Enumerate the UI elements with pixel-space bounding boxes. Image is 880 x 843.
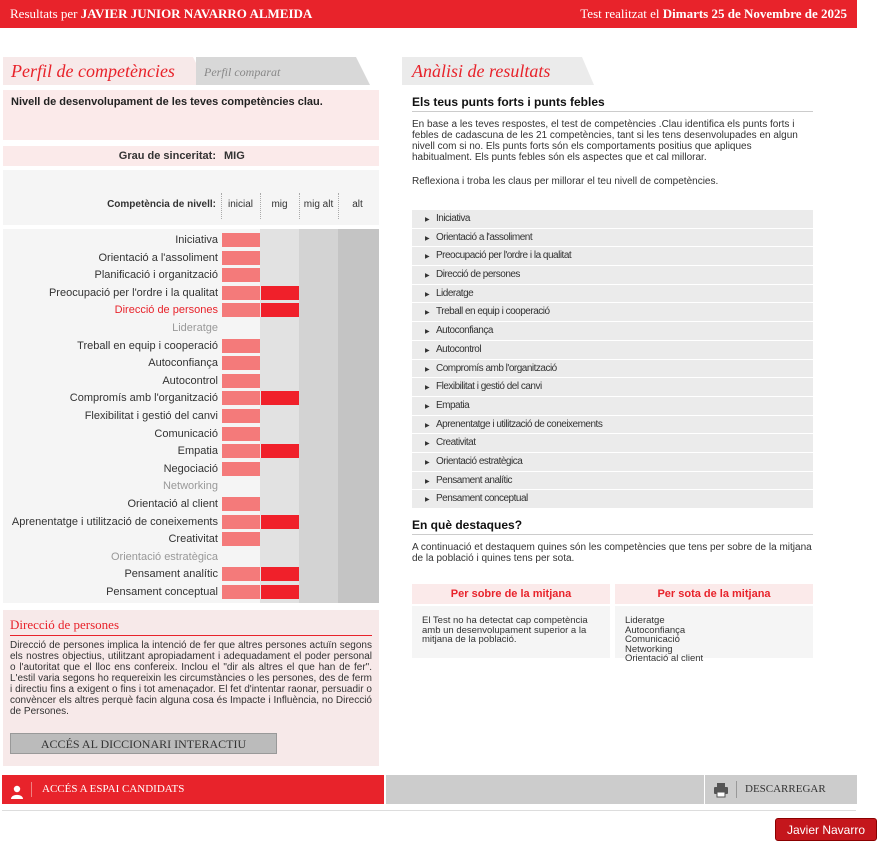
chart-row[interactable] [3, 338, 379, 355]
chart-row-label: Orientació estratègica [111, 550, 218, 563]
chart-bar [222, 356, 260, 370]
competence-list-item[interactable] [412, 416, 813, 435]
chart-bar [261, 444, 299, 458]
chart-bar [222, 391, 260, 405]
dictionary-button[interactable]: ACCÉS AL DICCIONARI INTERACTIU [10, 733, 277, 754]
chart-bar [222, 339, 260, 353]
below-average-item: Lideratge [625, 615, 665, 626]
competence-list-label: Pensament analític [436, 474, 513, 486]
competence-list-item[interactable] [412, 360, 813, 379]
chart-row[interactable] [3, 531, 379, 548]
strengths-title: Els teus punts forts i punts febles [412, 95, 813, 112]
chart-bar [222, 444, 260, 458]
level-alt: alt [338, 199, 377, 210]
competence-list-item[interactable] [412, 210, 813, 229]
chart-bar [222, 251, 260, 265]
chart-bar [222, 515, 260, 529]
chart-bar [222, 286, 260, 300]
sincerity-label: Grau de sinceritat: [118, 150, 216, 162]
chart-row-label: Negociació [163, 462, 218, 475]
competence-list-label: Creativitat [436, 437, 476, 449]
strengths-text: En base a les teves respostes, el test de competències .Clau identifica els punts forts i febles de cadascuna de les 21 competències, tant si les tens desenvolupades en algun nivell com si no. Els punts forts són els comportaments positius que apliques habitualment. Els punts febles són els aspectes que et cal millorar. [412, 119, 798, 163]
chart-row-label: Networking [162, 480, 218, 493]
chart-bar [222, 233, 260, 247]
chart-row[interactable] [3, 302, 379, 319]
level-title-box [3, 90, 379, 140]
chart-row[interactable] [3, 355, 379, 372]
below-average-list [615, 606, 813, 664]
chart-row-label: Iniciativa [175, 234, 218, 246]
footer-divider [2, 810, 856, 811]
chart-row-label: Lideratge [172, 322, 218, 334]
chart-row[interactable] [3, 566, 379, 583]
tab-profile[interactable]: Perfil de competències [3, 57, 193, 85]
results-prefix: Resultats per [10, 6, 78, 21]
chart-bar [261, 567, 299, 581]
chart-bar [222, 585, 260, 599]
chart-row-label: Empatia [177, 445, 218, 458]
chart-bar [261, 585, 299, 599]
chart-bar [222, 303, 260, 317]
competence-list-item[interactable] [412, 303, 813, 322]
competence-list-item[interactable] [412, 472, 813, 491]
competence-list-label: Orientació a l'assoliment [436, 231, 533, 243]
competence-list-item[interactable] [412, 266, 813, 285]
competence-list-label: Aprenentatge i utilització de coneixements [436, 418, 603, 430]
chart-row-label: Pensament conceptual [106, 586, 218, 598]
competence-list-label: Treball en equip i cooperació [436, 306, 550, 318]
chart-row-label: Compromís amb l'organització [69, 392, 218, 405]
printer-icon [713, 781, 737, 798]
competence-list-label: Preocupació per l'ordre i la qualitat [436, 250, 572, 262]
competence-list-item[interactable] [412, 322, 813, 341]
competence-list-label: Empatia [436, 399, 470, 411]
level-mig-alt: mig alt [299, 199, 338, 210]
date-value: Dimarts 25 de Novembre de 2025 [662, 6, 847, 21]
competence-description [3, 610, 379, 766]
download-button[interactable] [705, 775, 857, 804]
below-average-item: Comunicació [625, 634, 680, 645]
stand-out-text: A continuació et destaquem quines són les competències que tens per sobre de la mitjana de la població i quines tens per sota. [412, 542, 812, 564]
chart-bar [222, 268, 260, 282]
chart-row[interactable] [3, 514, 379, 531]
sincerity-box [3, 146, 379, 166]
chart-row-label: Pensament analític [124, 568, 218, 581]
sincerity-value: MIG [224, 150, 245, 162]
chart-row[interactable] [3, 285, 379, 302]
competence-list-label: Autocontrol [436, 343, 482, 355]
chart-row-label: Direcció de persones [114, 304, 218, 317]
chart-bar [261, 391, 299, 405]
chart-row[interactable] [3, 373, 379, 390]
chart-bar [222, 374, 260, 388]
competence-list-item[interactable] [412, 341, 813, 360]
download-label: DESCARREGAR [745, 783, 826, 795]
level-mig: mig [260, 199, 299, 210]
top-bar [0, 0, 857, 28]
competence-list-item[interactable] [412, 247, 813, 266]
competence-list-item[interactable] [412, 434, 813, 453]
stand-out-section [412, 518, 813, 564]
chart-row-label: Comunicació [154, 427, 218, 440]
reflect-text: Reflexiona i troba les claus per millorar el teu nivell de competències. [412, 176, 719, 187]
chart-row-label: Orientació a l'assoliment [98, 251, 218, 264]
level-label: Competència de nivell: [107, 199, 216, 210]
level-inicial: inicial [221, 199, 260, 210]
competence-list-item[interactable] [412, 490, 813, 509]
competence-list-item[interactable] [412, 453, 813, 472]
bottom-bar [2, 775, 856, 804]
below-average-header: Per sota de la mitjana [615, 584, 813, 604]
chart-row[interactable] [3, 443, 379, 460]
stand-out-title: En què destaques? [412, 518, 813, 535]
chart-row[interactable] [3, 408, 379, 425]
candidate-name: JAVIER JUNIOR NAVARRO ALMEIDA [80, 6, 313, 21]
competence-list-label: Pensament conceptual [436, 493, 528, 505]
profile-tabs [3, 57, 381, 85]
chart-bar [222, 427, 260, 441]
user-icon [10, 782, 32, 797]
chart-row[interactable] [3, 478, 379, 495]
bottom-spacer [386, 775, 704, 804]
competence-list-item[interactable] [412, 397, 813, 416]
average-comparison [412, 584, 813, 664]
chart-bar [222, 462, 260, 476]
competence-list-label: Compromís amb l'organització [436, 362, 557, 374]
competence-list-item[interactable] [412, 285, 813, 304]
chart-bar [222, 567, 260, 581]
chart-row[interactable] [3, 461, 379, 478]
below-average-item: Autoconfiança [625, 624, 686, 636]
chart-bar [222, 532, 260, 546]
chart-row-label: Orientació al client [127, 498, 218, 510]
chart-bar [261, 286, 299, 300]
analysis-intro [412, 95, 813, 187]
tab-analysis: Anàlisi de resultats [402, 57, 582, 85]
chart-row-label: Flexibilitat i gestió del canvi [84, 410, 218, 422]
chart-row-label: Autoconfiança [148, 357, 218, 370]
chart-row-label: Autocontrol [162, 374, 218, 387]
competence-chart [3, 229, 379, 603]
test-date [580, 6, 847, 22]
competence-list-label: Direcció de persones [436, 269, 520, 281]
description-title: Direcció de persones [10, 617, 372, 636]
chart-row-label: Creativitat [168, 533, 218, 546]
candidates-area-button[interactable] [2, 775, 384, 804]
chart-bar [261, 515, 299, 529]
chart-row-label: Preocupació per l'ordre i la qualitat [48, 286, 218, 299]
below-average-item: Networking [625, 643, 673, 655]
competence-list-label: Orientació estratègica [436, 455, 523, 467]
chart-row[interactable] [3, 232, 379, 249]
competence-list-label: Iniciativa [436, 213, 470, 224]
above-average-header: Per sobre de la mitjana [412, 584, 610, 604]
chart-row[interactable] [3, 250, 379, 267]
chart-row[interactable] [3, 267, 379, 284]
chart-row-label: Planificació i organització [94, 269, 218, 282]
chart-row-label: Aprenentatge i utilització de coneixements [11, 515, 218, 528]
user-button[interactable]: Javier Navarro [775, 818, 877, 841]
competence-list-label: Lideratge [436, 287, 474, 299]
above-average-text: El Test no ha detectat cap competència amb un desenvolupament superior a la mitjana de la població. [412, 606, 610, 658]
chart-row[interactable] [3, 584, 379, 601]
chart-row[interactable] [3, 549, 379, 566]
description-text: Direcció de persones implica la intenció de fer que altres persones actuïn segons els nostres objectius, utilitzant apropiadament i adequadament el poder personal o l'autoritat que el lloc ens confereix. Inclou el "dir als altres el que han de fer". L'estil varia segons ho requereixin les circumstàncies o les persones, des de ferm i directiu fins a exigent o fins i tot amenaçador. El fet d'intentar raonar, persuadir o convèncer els altres perquè facin alguna cosa és Impacte i Influència, no Direcció de Persones. [10, 640, 372, 717]
levels-header [3, 170, 379, 225]
below-average-item: Orientació al client [625, 653, 704, 664]
chart-bar [222, 409, 260, 423]
competence-list [412, 210, 813, 509]
chart-row-label: Treball en equip i cooperació [77, 339, 218, 352]
competence-list-label: Autoconfiança [436, 325, 493, 337]
tab-compared[interactable]: Perfil comparat [196, 57, 356, 85]
competence-list-label: Flexibilitat i gestió del canvi [436, 381, 542, 393]
level-title: Nivell de desenvolupament de les teves competències clau. [11, 96, 323, 108]
date-prefix: Test realitzat el [580, 6, 660, 21]
results-title [10, 6, 312, 22]
competence-list-item[interactable] [412, 229, 813, 248]
chart-row[interactable] [3, 390, 379, 407]
chart-bar [222, 497, 260, 511]
candidates-label: ACCÉS A ESPAI CANDIDATS [42, 783, 185, 795]
chart-row[interactable] [3, 320, 379, 337]
chart-bar [261, 303, 299, 317]
chart-row[interactable] [3, 496, 379, 513]
chart-row[interactable] [3, 426, 379, 443]
competence-list-item[interactable] [412, 378, 813, 397]
